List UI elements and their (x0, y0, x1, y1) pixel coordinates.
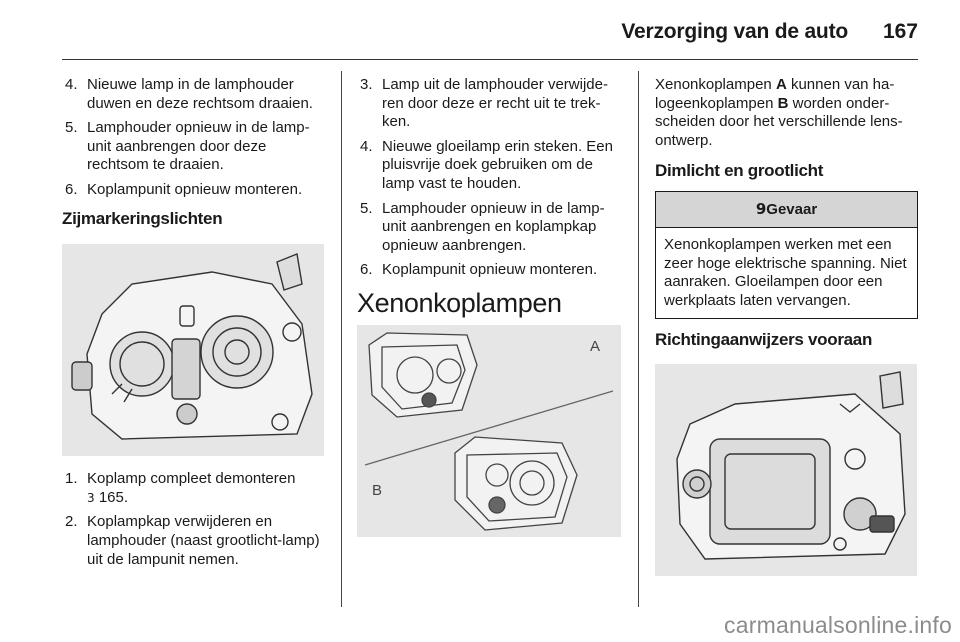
figure-label-b: B (372, 481, 383, 499)
steps-list-top (62, 76, 330, 200)
column-2 (357, 76, 623, 537)
list-item: 4. Nieuwe gloeilamp erin steken. Een pluisvrije doek gebruiken om de lamp vast te houden. (360, 137, 613, 192)
figure-xenon-vs-halogen (357, 325, 621, 537)
column-divider-1 (341, 71, 342, 607)
section-title-front-indicators: Richtingaanwijzers vooraan (655, 330, 873, 350)
list-item: 5. Lamphouder opnieuw in de lamp-unit aanbrengen en koplampkap opnieuw aanbrengen. (360, 199, 605, 254)
page-header (0, 0, 960, 60)
watermark: carmanualsonline.info (724, 612, 952, 638)
column-3 (655, 76, 920, 576)
figure-side-marker-headlamp (62, 244, 324, 456)
list-item: 1. Koplamp compleet demonteren 3 165. (65, 470, 296, 506)
headlamp-indicator-illustration (655, 364, 917, 576)
steps-list (357, 76, 623, 280)
list-item: 6. Koplampunit opnieuw monteren. (360, 261, 598, 279)
figure-label-a: A (590, 337, 601, 355)
header-rule (62, 59, 918, 60)
header-title: Verzorging van de auto (621, 20, 848, 43)
xenon-intro-paragraph: Xenonkoplampen A kunnen van ha-logeenkoplampen B worden onder-scheiden door het verschillende lens-ontwerp. (655, 76, 903, 149)
list-item: 4. Nieuwe lamp in de lamphouder duwen en deze rechtsom draaien. (65, 76, 313, 112)
page-number: 167 (882, 20, 918, 43)
figure-front-indicator (655, 364, 917, 576)
page-ref[interactable]: 165. (98, 488, 129, 506)
section-title-xenon: Xenonkoplampen (357, 287, 562, 318)
warning-icon: 9 (755, 199, 767, 218)
section-title-side-markers: Zijmarkeringslichten (62, 208, 223, 228)
list-item: 2. Koplampkap verwijderen en lamphouder (naast grootlicht-lamp) uit de lampunit nemen. (65, 513, 320, 568)
warning-title: Gevaar (766, 200, 818, 218)
column-1 (62, 76, 330, 575)
page-ref-icon: 3 (87, 490, 95, 505)
warning-text: Xenonkoplampen werken met een zeer hoge elektrische spanning. Niet aanraken. Gloeilampen door een werkplaats laten vervangen. (664, 235, 907, 309)
list-item: 6. Koplampunit opnieuw monteren. (65, 180, 303, 198)
headlamp-comparison-illustration (357, 325, 621, 537)
list-item: 3. Lamp uit de lamphouder verwijde-ren door deze er recht uit te trek-ken. (360, 76, 608, 131)
list-item: 5. Lamphouder opnieuw in de lamp-unit aanbrengen door deze rechtsom te draaien. (65, 119, 310, 174)
section-title-dipped-main-beam: Dimlicht en grootlicht (655, 161, 824, 181)
steps-list-bottom (62, 470, 330, 569)
warning-header (656, 192, 917, 228)
headlamp-rear-illustration (62, 244, 324, 456)
column-divider-2 (638, 71, 639, 607)
warning-box (655, 191, 918, 319)
